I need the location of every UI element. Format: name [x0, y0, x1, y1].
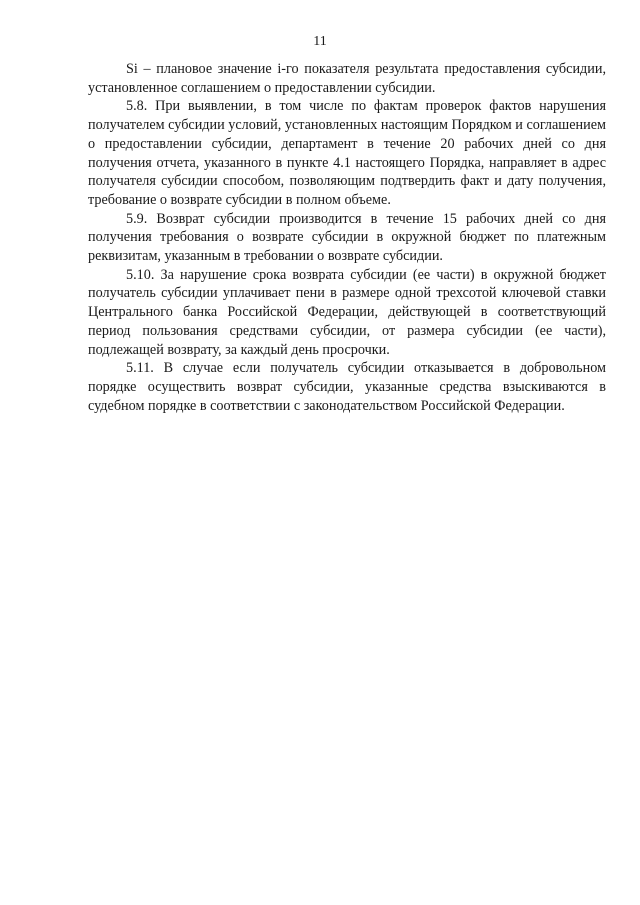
document-body: [88, 60, 606, 415]
paragraph-5-9: 5.9. Возврат субсидии производится в течение 15 рабочих дней со дня получения требования о возврате субсидии в окружной бюджет по платежным реквизитам, указанным в требовании о возврате субсидии.: [88, 210, 606, 265]
paragraph-5-11: 5.11. В случае если получатель субсидии отказывается в добровольном порядке осуществить возврат субсидии, указанные средства взыскиваются в судебном порядке в соответствии с законодательством Российской Федерации.: [88, 360, 606, 414]
page-number: 11: [313, 34, 327, 49]
paragraph-5-10: 5.10. За нарушение срока возврата субсидии (ее части) в окружной бюджет получатель субсидии уплачивает пени в размере одной трехсотой ключевой ставки Центрального банка Российской Федерации, действующей в соответствующий период пользования средствами субсидии, от размера субсидии (ее части), подлежащей возврату, за каждый день просрочки.: [88, 266, 606, 358]
paragraph-5-8: 5.8. При выявлении, в том числе по фактам проверок фактов нарушения получателем субсидии условий, установленных настоящим Порядком и соглашением о предоставлении субсидии, департамент в течение 20 рабочих дней со дня получения отчета, указанного в пункте 4.1 настоящего Порядка, направляет в адрес получателя субсидии способом, позволяющим подтвердить факт и дату получения, требование о возврате субсидии в полном объеме.: [88, 98, 606, 208]
paragraph-si-definition: Si – плановое значение i-го показателя результата предоставления субсидии, установленное соглашением о предоставлении субсидии.: [88, 61, 606, 96]
